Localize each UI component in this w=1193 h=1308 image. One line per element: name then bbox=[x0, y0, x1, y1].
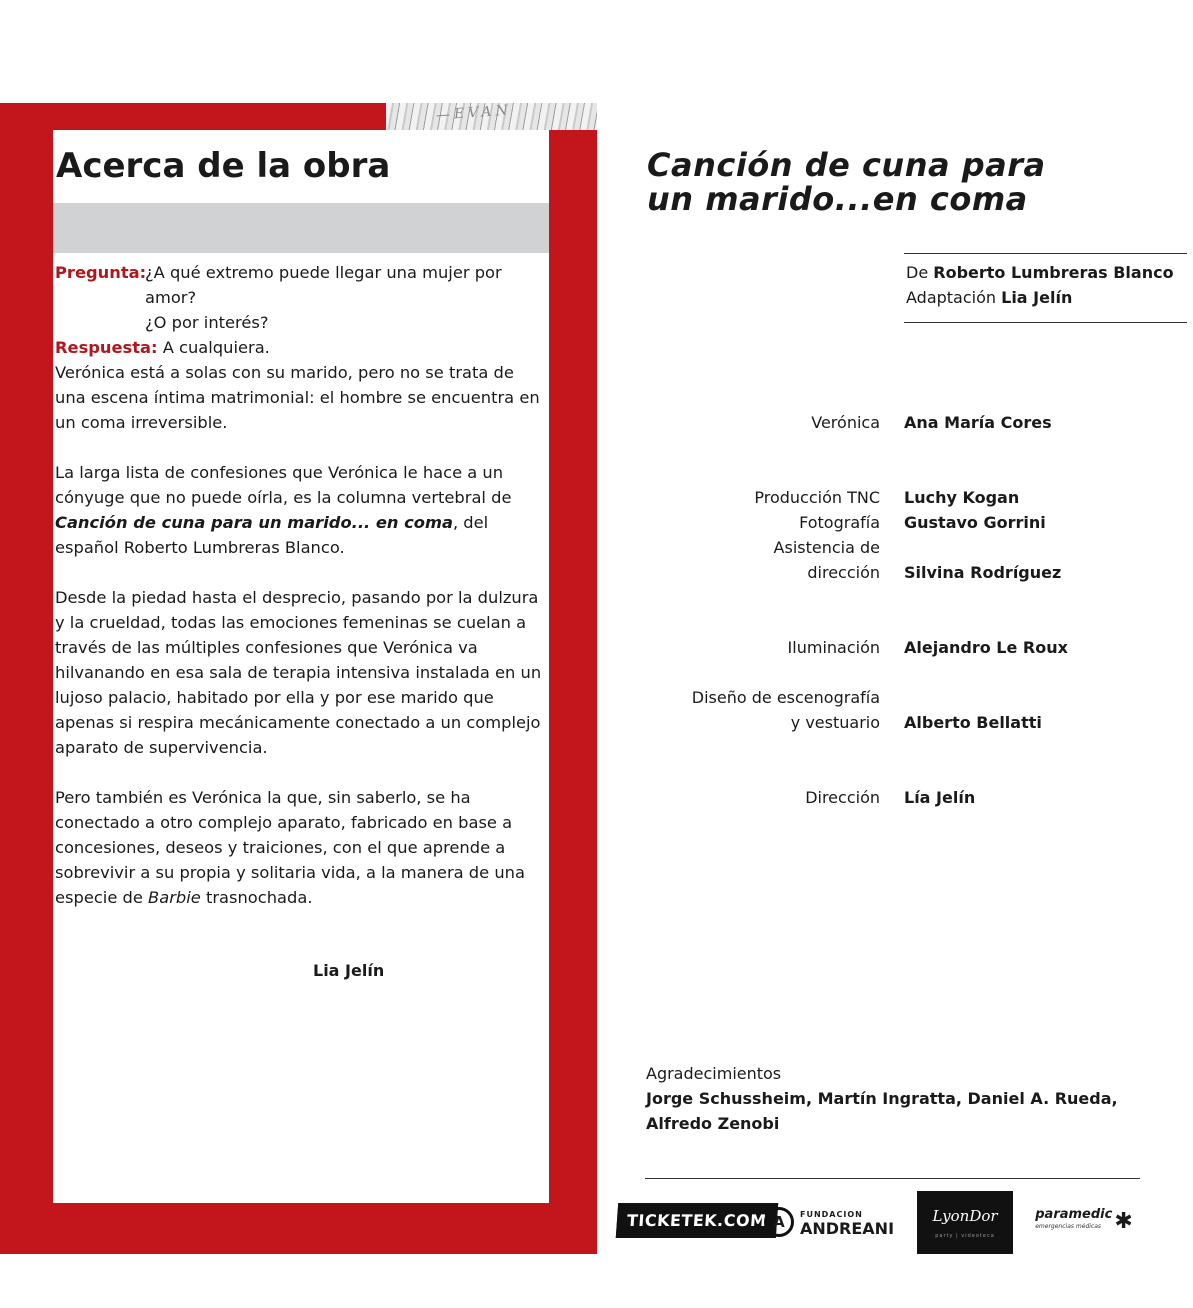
crew-role-iluminacion: Iluminación bbox=[787, 638, 880, 657]
play-title-line-1: Canción de cuna para bbox=[647, 146, 1046, 184]
crew-role-direccion: Dirección bbox=[805, 788, 880, 807]
section-title: Acerca de la obra bbox=[56, 146, 391, 186]
andreani-logo bbox=[758, 1205, 900, 1239]
paramedic-sub: emergencias médicas bbox=[1035, 1223, 1102, 1230]
lyondor-script: LyonDor bbox=[932, 1206, 998, 1225]
acknowledgements-label: Agradecimientos bbox=[646, 1064, 782, 1083]
question-label: Pregunta: bbox=[55, 263, 147, 282]
question-text-1: ¿A qué extremo puede llegar una mujer por amor? bbox=[145, 263, 502, 307]
lyondor-logo bbox=[917, 1191, 1013, 1254]
crew-name-iluminacion: Alejandro Le Roux bbox=[904, 638, 1068, 657]
question-answer-block bbox=[55, 260, 549, 360]
crew-role-produccion: Producción TNC bbox=[754, 488, 880, 507]
andreani-mark-icon: A bbox=[764, 1207, 794, 1237]
barbie-italic: Barbie bbox=[148, 888, 201, 907]
paramedic-name: paramedic bbox=[1035, 1207, 1113, 1222]
play-title-inline: Canción de cuna para un marido... en coma bbox=[55, 513, 453, 532]
paragraph-2 bbox=[55, 460, 549, 560]
paragraph-3: Desde la piedad hasta el desprecio, pasando por la dulzura y la crueldad, todas las emociones femeninas se cuelan a través de las múltiples confesiones que Verónica va hilvanando en esa sala de terapia intensiva instalada en un lujoso palacio, habitado por ella y por ese marido que apenas si respira mecánicamente conectado a un complejo aparato de supervivencia. bbox=[55, 588, 542, 757]
photo-strip-text: —EVAN bbox=[435, 102, 513, 124]
adaptation-name: Lia Jelín bbox=[1001, 288, 1073, 307]
play-title-line-2: un marido...en coma bbox=[647, 180, 1028, 218]
paramedic-logo bbox=[1027, 1206, 1141, 1236]
andreani-small: FUNDACION bbox=[799, 1210, 863, 1219]
divider-bottom bbox=[904, 322, 1187, 323]
star-of-life-icon: ✱ bbox=[1114, 1208, 1133, 1234]
crew-role-diseno-2: y vestuario bbox=[790, 713, 880, 732]
answer-label: Respuesta: bbox=[55, 338, 158, 357]
crew-name-produccion: Luchy Kogan bbox=[904, 488, 1020, 507]
ticketek-logo-text: TICKETEK.COM bbox=[616, 1203, 778, 1238]
paragraph-4-text-b: trasnochada. bbox=[200, 888, 313, 907]
paragraph-4 bbox=[55, 785, 535, 910]
crew-name-asistencia: Silvina Rodríguez bbox=[904, 563, 1062, 582]
author-prefix: De bbox=[906, 263, 929, 282]
cast-role: Verónica bbox=[811, 413, 880, 432]
answer-text: A cualquiera. bbox=[162, 338, 270, 357]
adaptation-prefix: Adaptación bbox=[906, 288, 997, 307]
paragraph-2-text-a: La larga lista de confesiones que Verónica le hace a un cónyuge que no puede oírla, es la columna vertebral de bbox=[55, 463, 512, 507]
crew-role-asistencia-1: Asistencia de bbox=[773, 538, 880, 557]
crew-role-fotografia: Fotografía bbox=[799, 513, 880, 532]
play-title bbox=[647, 148, 1046, 216]
signature: Lia Jelín bbox=[313, 961, 385, 980]
gray-band bbox=[53, 203, 549, 253]
paragraph-1: Verónica está a solas con su marido, pero no se trata de una escena íntima matrimonial: el hombre se encuentra en un coma irreversible. bbox=[55, 363, 540, 432]
lyondor-sub: party | videoteca bbox=[935, 1232, 995, 1239]
ticketek-logo bbox=[626, 1201, 767, 1239]
andreani-big: ANDREANI bbox=[799, 1219, 895, 1238]
divider-top bbox=[904, 253, 1187, 254]
question-text-2: ¿O por interés? bbox=[145, 313, 269, 332]
crew-name-direccion: Lía Jelín bbox=[904, 788, 976, 807]
author-name: Roberto Lumbreras Blanco bbox=[933, 263, 1174, 282]
crew-name-fotografia: Gustavo Gorrini bbox=[904, 513, 1046, 532]
photo-strip bbox=[386, 103, 597, 130]
paragraph-4-text-a: Pero también es Verónica la que, sin saberlo, se ha conectado a otro complejo aparato, fabricado en base a concesiones, deseos y traiciones, con el que aprende a sobrevivir a su propia y solitaria vida, a la manera de una especie de bbox=[55, 788, 525, 907]
crew-role-diseno-1: Diseño de escenografía bbox=[691, 688, 880, 707]
cast-name: Ana María Cores bbox=[904, 413, 1052, 432]
paragraph-2-text-b: , del español Roberto Lumbreras Blanco. bbox=[55, 513, 489, 557]
acknowledgements-names: Jorge Schussheim, Martín Ingratta, Daniel A. Rueda, Alfredo Zenobi bbox=[646, 1089, 1118, 1133]
adaptation-credit bbox=[906, 285, 1072, 310]
logos-divider bbox=[645, 1178, 1140, 1179]
crew-name-diseno: Alberto Bellatti bbox=[904, 713, 1042, 732]
crew-role-asistencia-2: dirección bbox=[807, 563, 880, 582]
author-credit bbox=[906, 260, 1174, 285]
